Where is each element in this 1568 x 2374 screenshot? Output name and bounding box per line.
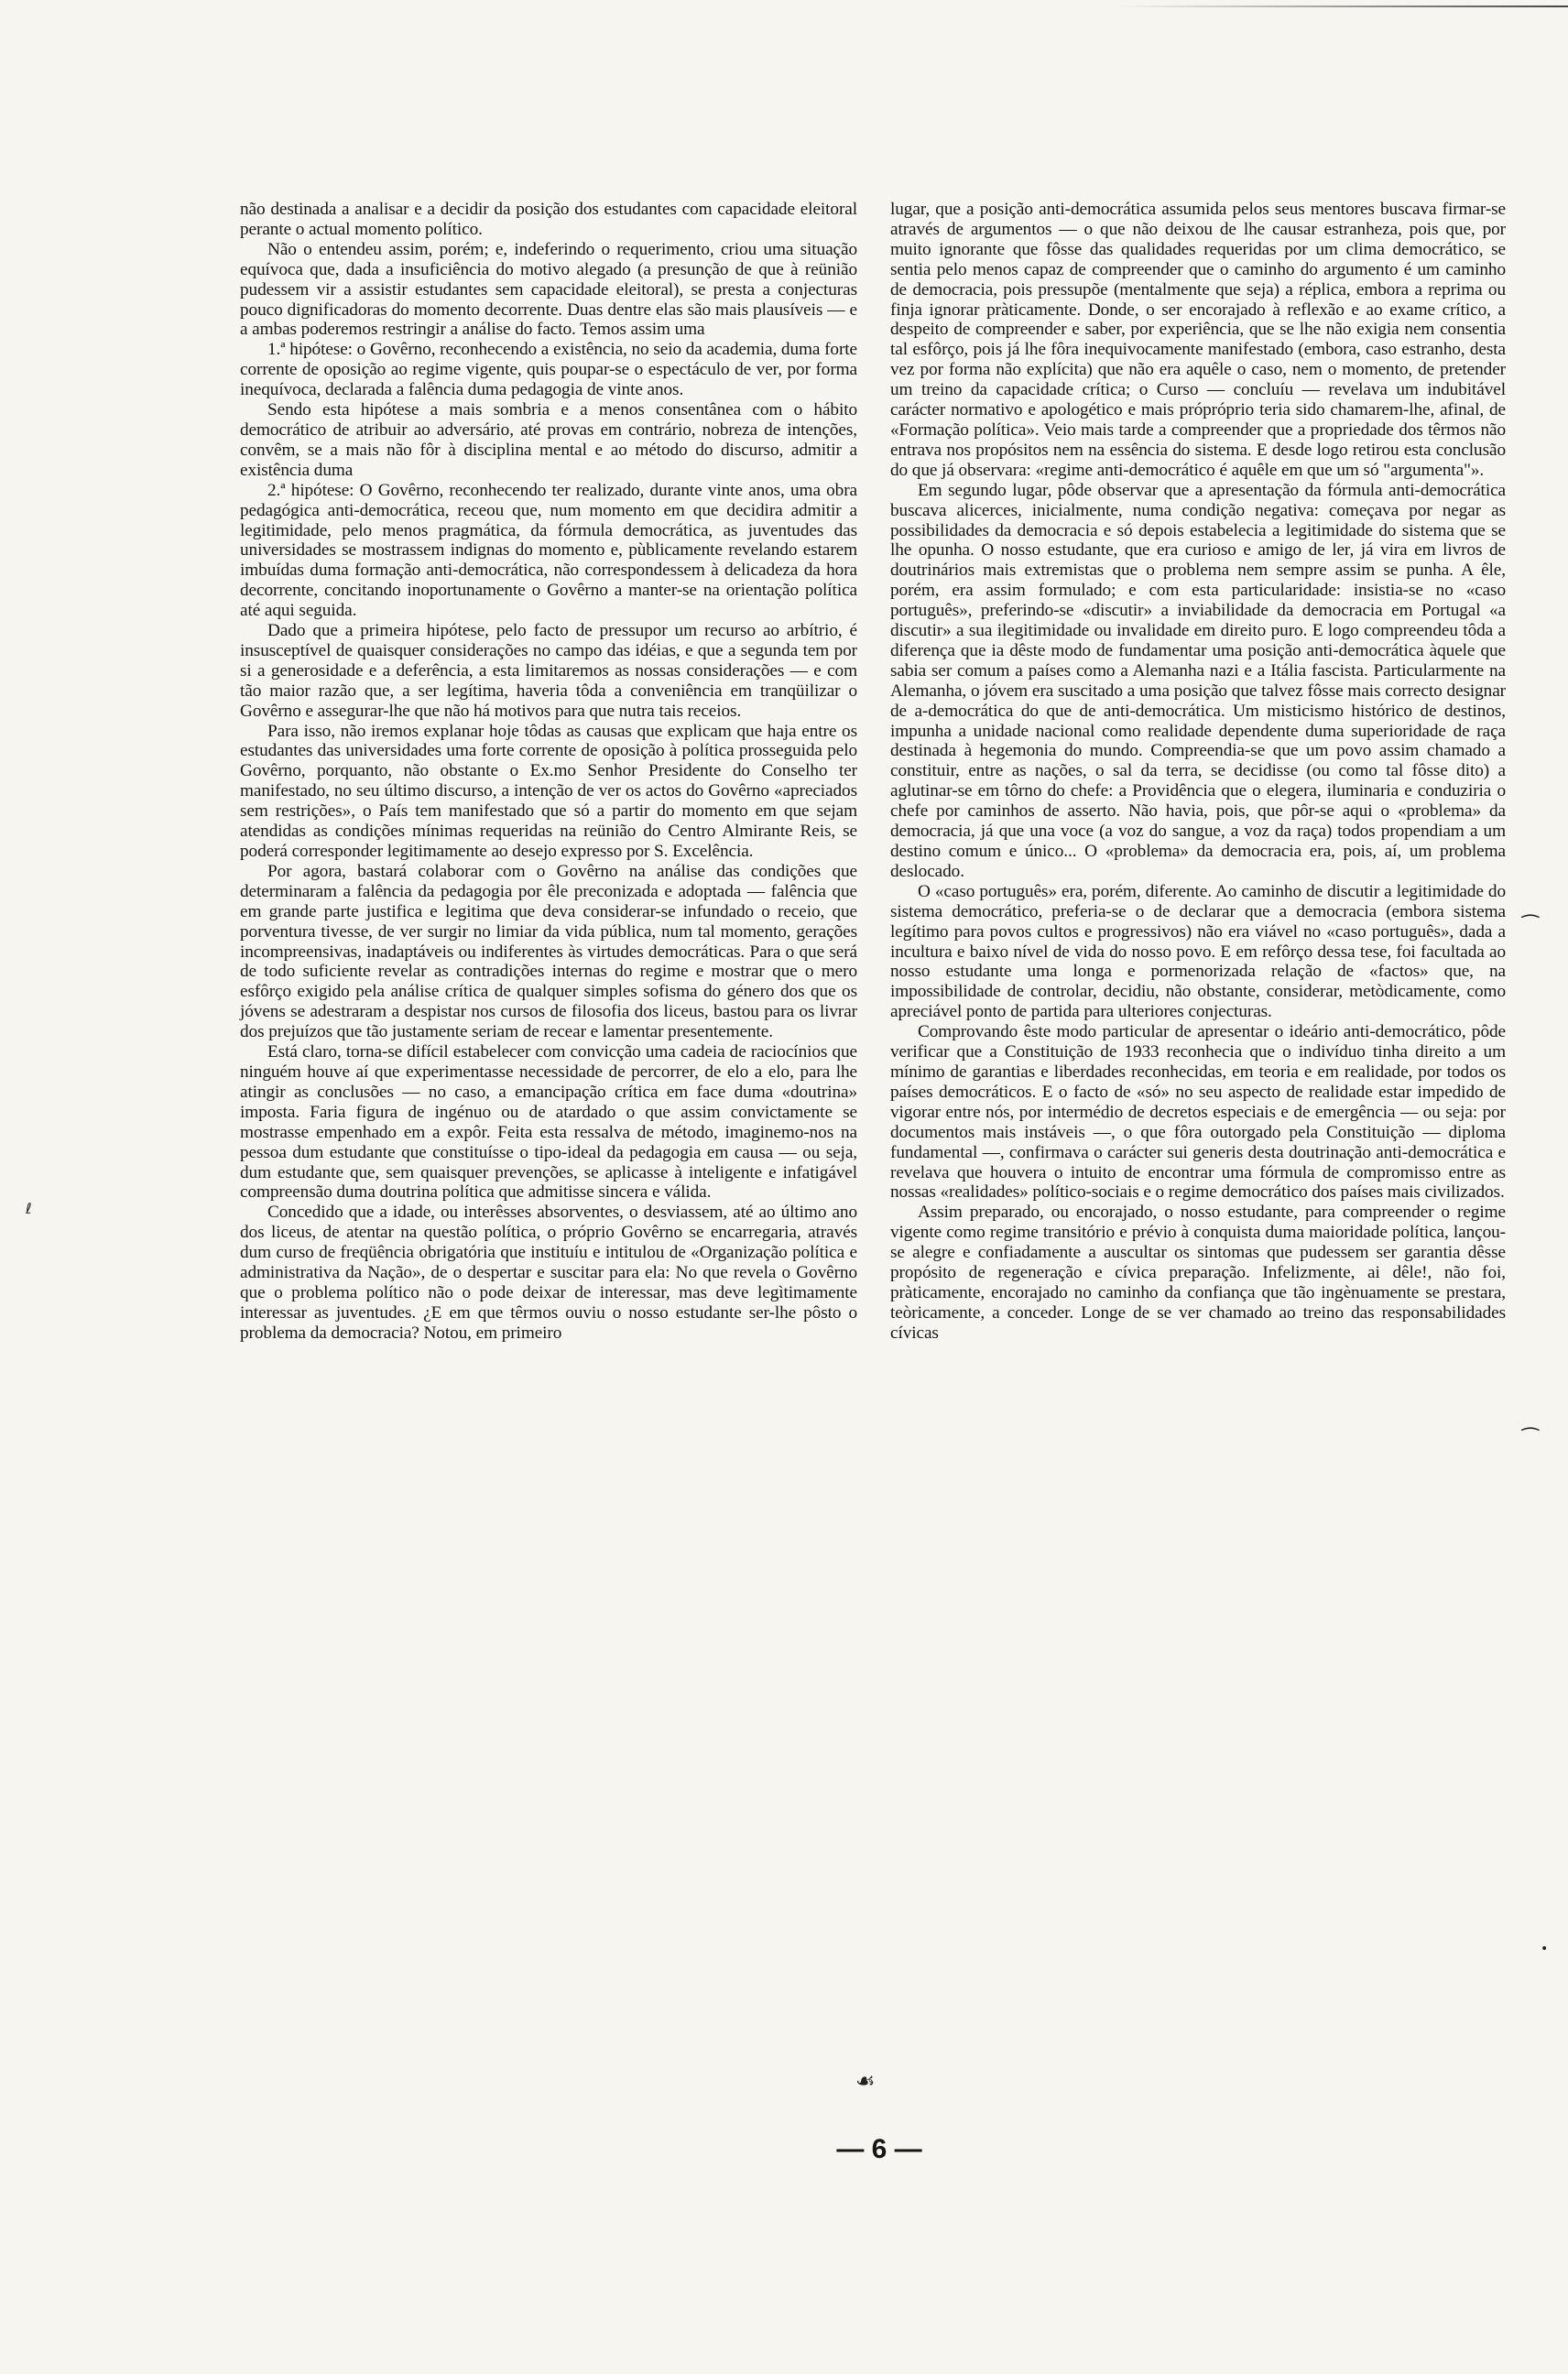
scan-mark-icon: ⁀ (1522, 916, 1539, 939)
scan-mark-icon: ⁀ (1522, 1429, 1539, 1452)
paragraph: Comprovando êste modo particular de apresentar o ideário anti-democrático, pôde verificar que a Constituição de 1933 reconhecia que o indivíduo tinha direito a um mínimo de garantias e liberdades reconhecidas, em teoria e em realidade, por todos os países democráticos. E o facto de «só» no seu aspecto de realidade estar impedido de vigorar entre nós, por intermédio de decretos especiais e de emergência — ou seja: por documentos mais instáveis —, o que fôra outorgado pela Constituição — diploma fundamental —, confirmava o carácter sui generis desta doutrinação anti-democrática e revelava que houvera o intuito de encontrar uma fórmula de compromisso entre as nossas «realidades» político-sociais e o regime democrático dos países mais civilizados. (890, 1022, 1506, 1203)
scan-mark-icon: ℓ (26, 1200, 32, 1217)
paragraph: 1.ª hipótese: o Govêrno, reconhecendo a existência, no seio da academia, duma forte corrente de oposição ao regime vigente, quis poupar-se o espectáculo de ver, por forma inequívoca, declarada a falência duma pedagogia de vinte anos. (240, 340, 857, 400)
text-column-right (890, 200, 1506, 1344)
paragraph: Em segundo lugar, pôde observar que a apresentação da fórmula anti-democrática buscava alicerces, inicialmente, numa condição negativa: começava por negar as possibilidades da democracia e só depois estabelecia a legitimidade do sistema que se lhe opunha. O nosso estudante, que era curioso e amigo de ler, já vira em livros de doutrinários mais extremistas que o problema nem sempre assim se punha. A êle, porém, era assim formulado; e com esta particularidade: insistia-se no «caso português», preferindo-se «discutir» a inviabilidade da democracia em Portugal «a discutir» a sua ilegitimidade ou invalidade em direito puro. E logo compreendeu tôda a diferença que ia dêste modo de fundamentar uma posição anti-democrática àquele que sabia ser comum a países como a Alemanha nazi e a Itália fascista. Particularmente na Alemanha, o jóvem era suscitado a uma posição que talvez fôsse mais correcto designar de a-democrática do que de anti-democrática. Um misticismo histórico de destinos, impunha a unidade nacional como realidade dependente duma superioridade de raça destinada à hegemonia do mundo. Compreendia-se que um povo assim chamado a constituir, entre as nações, o sal da terra, se decidisse (ou como tal fôsse dito) a aglutinar-se em tôrno do chefe: a Providência que o elegera, iluminaria e conduziria o chefe por caminhos de asserto. Não havia, pois, que pôr-se aqui o «problema» da democracia, já que una voce (a voz do sangue, a voz da raça) todos propendiam a um destino comum e único... O «problema» da democracia era, pois, aí, um problema deslocado. (890, 480, 1506, 881)
paragraph: lugar, que a posição anti-democrática assumida pelos seus mentores buscava firmar-se através de argumentos — o que não deixou de lhe causar estranheza, pois que, por muito ignorante que fôsse das qualidades requeridas por um clima democrático, se sentia pelo menos capaz de compreender que o caminho do argumento é um caminho de democracia, pois pressupõe (mentalmente que seja) a réplica, embora a reprima ou finja ignorar pràticamente. Donde, o ser encorajado à reflexão e ao exame crítico, a despeito de compreender e saber, por experiência, que se lhe não exigia nem consentia tal esfôrço, pois já lhe fôra inequivocamente manifestado (embora, caso estranho, desta vez por forma não explícita) que não era aquêle o caso, nem o momento, de pretender um treino da capacidade crítica; o Curso — concluíu — revelava um indubitável carácter normativo e apologético e mais própróprio teria sido chamarem-lhe, afinal, de «Formação política». Veio mais tarde a compreender que a propriedade dos têrmos não entrava nos propósitos nem na essência do sistema. E desde logo retirou esta conclusão do que já observara: «regime anti-democrático é aquêle em que um só "argumenta"». (890, 200, 1506, 480)
scan-mark-icon: • (1541, 1942, 1549, 1956)
paragraph: O «caso português» era, porém, diferente. Ao caminho de discutir a legitimidade do sistema democrático, preferia-se o de declarar que a democracia (embora sistema legítimo para povos cultos e progressivos) não era viável no «caso português», dada a incultura e baixo nível de vida do nosso povo. E em refôrço dessa tese, foi facultada ao nosso estudante uma longa e pormenorizada relação de «factos» que, na impossibilidade de controlar, decidiu, não obstante, considerar, metòdicamente, como apreciável ponto de partida para ulteriores conjecturas. (890, 881, 1506, 1022)
paragraph: Assim preparado, ou encorajado, o nosso estudante, para compreender o regime vigente como regime transitório e prévio à conquista duma maioridade política, lançou-se alegre e confiadamente a auscultar os sintomas que pudessem ser garantia dêsse propósito de regeneração e cívica preparação. Infelizmente, ai dêle!, não foi, pràticamente, encorajado no caminho da confiança que tão ingènuamente se prestara, teòricamente, a conceder. Longe de se ver chamado ao treino das responsabilidades cívicas (890, 1203, 1506, 1343)
paragraph: 2.ª hipótese: O Govêrno, reconhecendo ter realizado, durante vinte anos, uma obra pedagógica anti-democrática, receou que, num momento em que decidira admitir a legitimidade, pelo menos pragmática, da fórmula democrática, as juventudes das universidades se mostrassem indignas do momento e, pùblicamente revelando estarem imbuídas duma formação anti-democrática, não correspondessem à delicadeza da hora decorrente, concitando inoportunamente o Govêrno a manter-se na orientação política até aqui seguida. (240, 480, 857, 621)
paragraph: não destinada a analisar e a decidir da posição dos estudantes com capacidade eleitoral perante o actual momento político. (240, 200, 857, 239)
paragraph: Por agora, bastará colaborar com o Govêrno na análise das condições que determinaram a falência da pedagogia por êle preconizada e adoptada — falência que em grande parte justifica e legitima que deva considerar-se infundado o receio, que porventura tivesse, de ver surgir no limiar da vida pública, num tal momento, gerações incompreensivas, inadaptáveis ou indiferentes às virtudes democráticas. Para o que será de todo suficiente revelar as contradições internas do regime e mostrar que o mero esfôrço exigido pela análise crítica de qualquer simples sofisma do género dos que os jóvens se adestraram a despistar nos cursos de filosofia dos liceus, bastou para os livrar dos prejuízos que tão justamente seriam de recear e lamentar presentemente. (240, 861, 857, 1042)
paragraph: Para isso, não iremos explanar hoje tôdas as causas que explicam que haja entre os estudantes das universidades uma forte corrente de oposição à política prosseguida pelo Govêrno, porquanto, não obstante o Ex.mo Senhor Presidente do Conselho ter manifestado, no seu último discurso, a intenção de ver os actos do Govêrno «apreciados sem restrições», o País tem manifestado que só a partir do momento em que sejam atendidas as condições mínimas requeridas na reünião do Centro Almirante Reis, se poderá corresponder legitimamente ao desejo expresso por S. Excelência. (240, 721, 857, 861)
scan-mark-icon: ☙ (855, 2068, 876, 2094)
paragraph: Dado que a primeira hipótese, pelo facto de pressupor um recurso ao arbítrio, é insusceptível de quaisquer considerações no campo das idéias, e que a segunda tem por si a generosidade e a deferência, a esta limitaremos as nossas considerações — e com tão maior razão que, a ser legítima, haveria tôda a conveniência em tranqüilizar o Govêrno e assegurar-lhe que não há motivos para que nutra tais receios. (240, 621, 857, 721)
paragraph: Sendo esta hipótese a mais sombria e a menos consentânea com o hábito democrático de atribuir ao adversário, até provas em contrário, nobreza de intenções, convêm, se a mais não fôr à disciplina mental e ao método do discurso, admitir a existência duma (240, 400, 857, 480)
scan-edge-line (1117, 5, 1568, 7)
text-column-left (240, 200, 857, 1344)
paragraph: Está claro, torna-se difícil estabelecer com convicção uma cadeia de raciocínios que ninguém houve aí que experimentasse necessidade de percorrer, de elo a elo, para lhe atingir as conclusões — no caso, a emancipação crítica em face duma «doutrina» imposta. Faria figura de ingénuo ou de atardado o que assim convictamente se mostrasse empenhado em a expôr. Feita esta ressalva de método, imaginemo-nos na pessoa dum estudante que constituísse o tipo-ideal da pedagogia em causa — ou seja, dum estudante que, sem quaisquer prevenções, se aplicasse à inteligente e infatigável compreensão duma doutrina política que admitisse sincera e válida. (240, 1042, 857, 1203)
page-number: — 6 — (836, 2134, 922, 2164)
paragraph: Não o entendeu assim, porém; e, indeferindo o requerimento, criou uma situação equívoca que, dada a insuficiência do motivo alegado (a presunção de que à reünião pudessem vir a assistir estudantes sem capacidade eleitoral), se presta a conjecturas pouco dignificadoras do momento decorrente. Duas dentre elas são mais plausíveis — e a ambas poderemos restringir a análise do facto. Temos assim uma (240, 239, 857, 340)
paragraph: Concedido que a idade, ou interêsses absorventes, o desviassem, até ao último ano dos liceus, de atentar na questão política, o próprio Govêrno se encarregaria, através dum curso de freqüência obrigatória que instituíu e intitulou de «Organização política e administrativa da Nação», de o despertar e suscitar para ela: No que revela o Govêrno que o problema político não o pode deixar de interessar, mas deve legìtimamente interessar as juventudes. ¿E em que têrmos ouviu o nosso estudante ser-lhe pôsto o problema da democracia? Notou, em primeiro (240, 1203, 857, 1343)
